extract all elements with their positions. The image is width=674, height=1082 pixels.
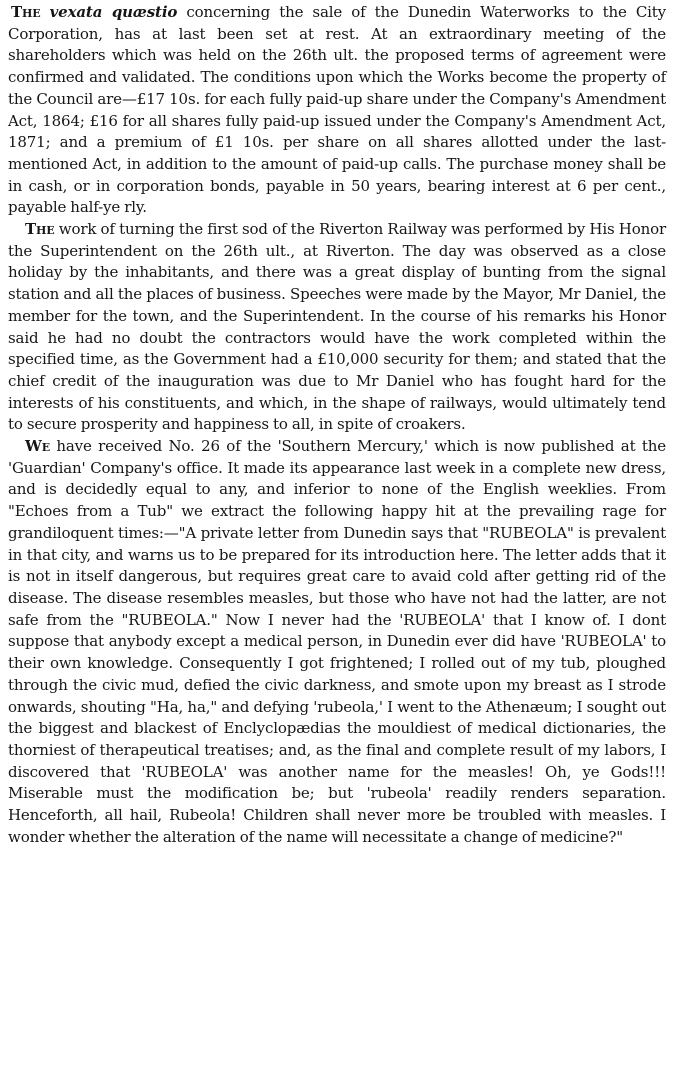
paragraph-southern-mercury xyxy=(8,436,666,848)
paragraph-lead-word: The xyxy=(11,3,41,21)
paragraph-waterworks-sale xyxy=(8,2,666,219)
paragraph-italic-phrase: vexata quæstio xyxy=(49,3,178,21)
paragraph-body: concerning the sale of the Dunedin Waterworks to the City Corporation, has at last been set at rest. At an extraordinary meeting of the shareholders which was held on the 26th ult. the proposed terms of agreement were confirmed and validated. The conditions upon which the Works become the property of the Council are—£17 10s. for each fully paid-up share under the Company's Amendment Act, 1864; £16 for all shares fully paid-up issued under the Company's Amendment Act, 1871; and a premium of £1 10s. per share on all shares allotted under the last-mentioned Act, in addition to the amount of paid-up calls. The purchase money shall be in cash, or in corporation bonds, payable in 50 years, bearing interest at 6 per cent., payable half-ye rly. xyxy=(8,3,666,217)
paragraph-riverton-railway xyxy=(8,219,666,436)
paragraph-body: work of turning the first sod of the Riverton Railway was performed by His Honor the Superintendent on the 26th ult., at Riverton. The day was observed as a close holiday by the inhabitants, and there was a great display of bunting from the signal station and all the places of business. Speeches were made by the Mayor, Mr Daniel, the member for the town, and the Superintendent. In the course of his remarks his Honor said he had no doubt the contractors would have the work completed within the specified time, as the Government had a £10,000 security for them; and stated that the chief credit of the inauguration was due to Mr Daniel who has fought hard for the interests of his constituents, and which, in the shape of railways, would ultimately tend to secure prosperity and happiness to all, in spite of croakers. xyxy=(8,220,666,434)
paragraph-lead-word: The xyxy=(25,220,55,239)
paragraph-body: have received No. 26 of the 'Southern Mercury,' which is now published at the 'Guardian' Company's office. It made its appearance last week in a complete new dress, and is decidedly equal to any, and inferior to none of the English weeklies. From "Echoes from a Tub" we extract the following happy hit at the prevailing rage for grandiloquent times:—"A private letter from Dunedin says that "RUBEOLA" is prevalent in that city, and warns us to be prepared for its introduction here. The letter adds that it is not in itself dangerous, but requires great care to avaid cold after getting rid of the disease. The disease resembles measles, but those who have not had the latter, are not safe from the "RUBEOLA." Now I never had the 'RUBEOLA' that I know of. I dont suppose that anybody except a medical person, in Dunedin ever did have 'RUBEOLA' to their own knowledge. Consequently I got frightened; I rolled out of my tub, ploughed through the civic mud, defied the civic darkness, and smote upon my breast as I strode onwards, shouting "Ha, ha," and defying 'rubeola,' I went to the Athenæum; I sought out the biggest and blackest of Enclyclopædias the mouldiest of medical dictionaries, the thorniest of therapeutical treatises; and, as the final and complete result of my labors, I discovered that 'RUBEOLA' was another name for the measles! Oh, ye Gods!!! Miserable must the modification be; but 'rubeola' readily renders separation. Henceforth, all hail, Rubeola! Children shall never more be troubled with measles. I wonder whether the alteration of the name will necessitate a change of medicine?" xyxy=(8,437,666,846)
paragraph-lead-word: We xyxy=(25,437,50,456)
